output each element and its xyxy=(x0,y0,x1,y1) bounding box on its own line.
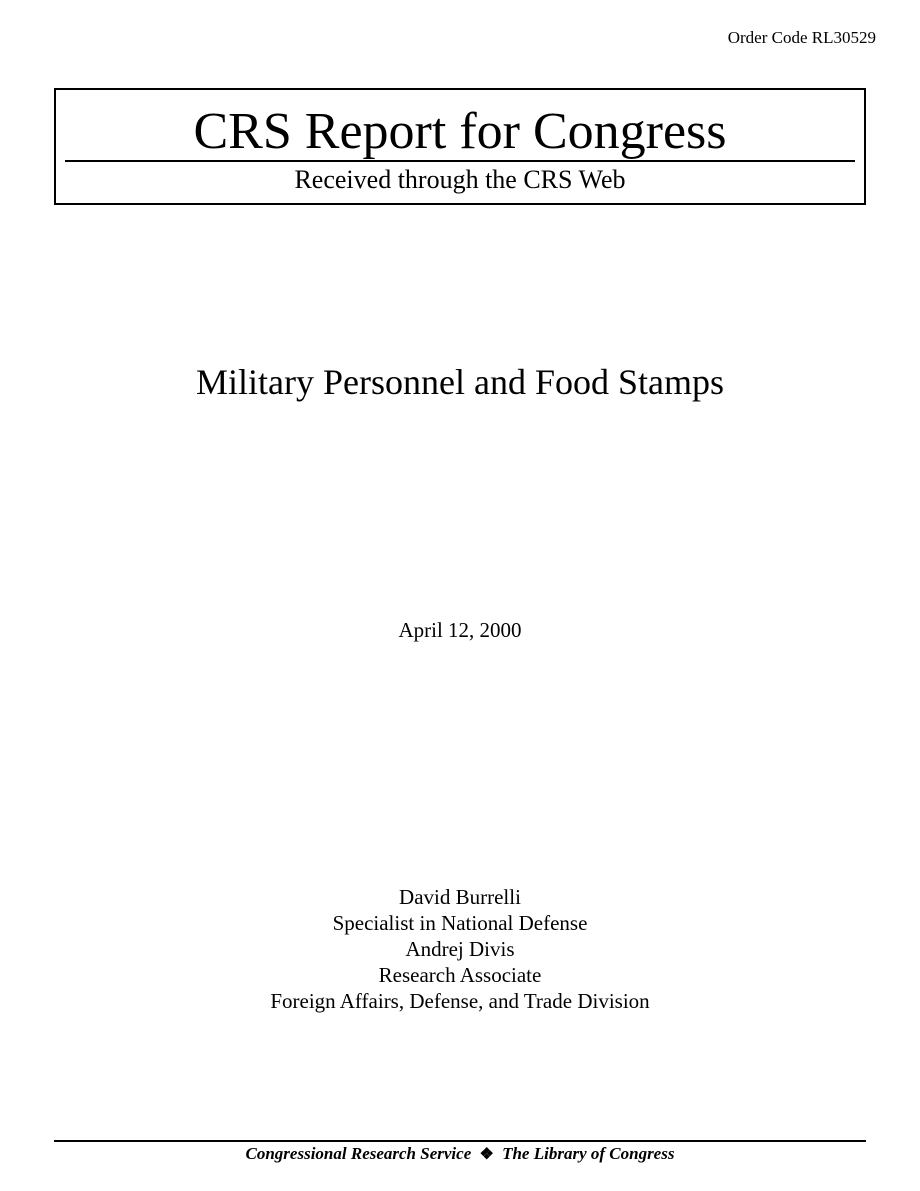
footer-library: The Library of Congress xyxy=(502,1144,675,1163)
footer xyxy=(0,1143,920,1166)
document-date: April 12, 2000 xyxy=(398,618,522,642)
author-division: Foreign Affairs, Defense, and Trade Division xyxy=(270,989,650,1013)
document-title: Military Personnel and Food Stamps xyxy=(196,362,724,402)
footer-organization: Congressional Research Service xyxy=(245,1144,472,1163)
author-title: Specialist in National Defense xyxy=(332,911,588,935)
report-header-box xyxy=(54,88,866,205)
header-divider xyxy=(65,160,855,162)
report-series-subtitle: Received through the CRS Web xyxy=(294,165,626,194)
author-name: David Burrelli xyxy=(399,885,521,909)
report-series-title: CRS Report for Congress xyxy=(193,103,727,160)
diamond-separator-icon: ❖ xyxy=(479,1146,494,1163)
author-block xyxy=(0,884,920,1014)
author-title: Research Associate xyxy=(378,963,542,987)
author-name: Andrej Divis xyxy=(405,937,515,961)
footer-divider xyxy=(54,1140,866,1142)
order-code: Order Code RL30529 xyxy=(727,28,876,47)
